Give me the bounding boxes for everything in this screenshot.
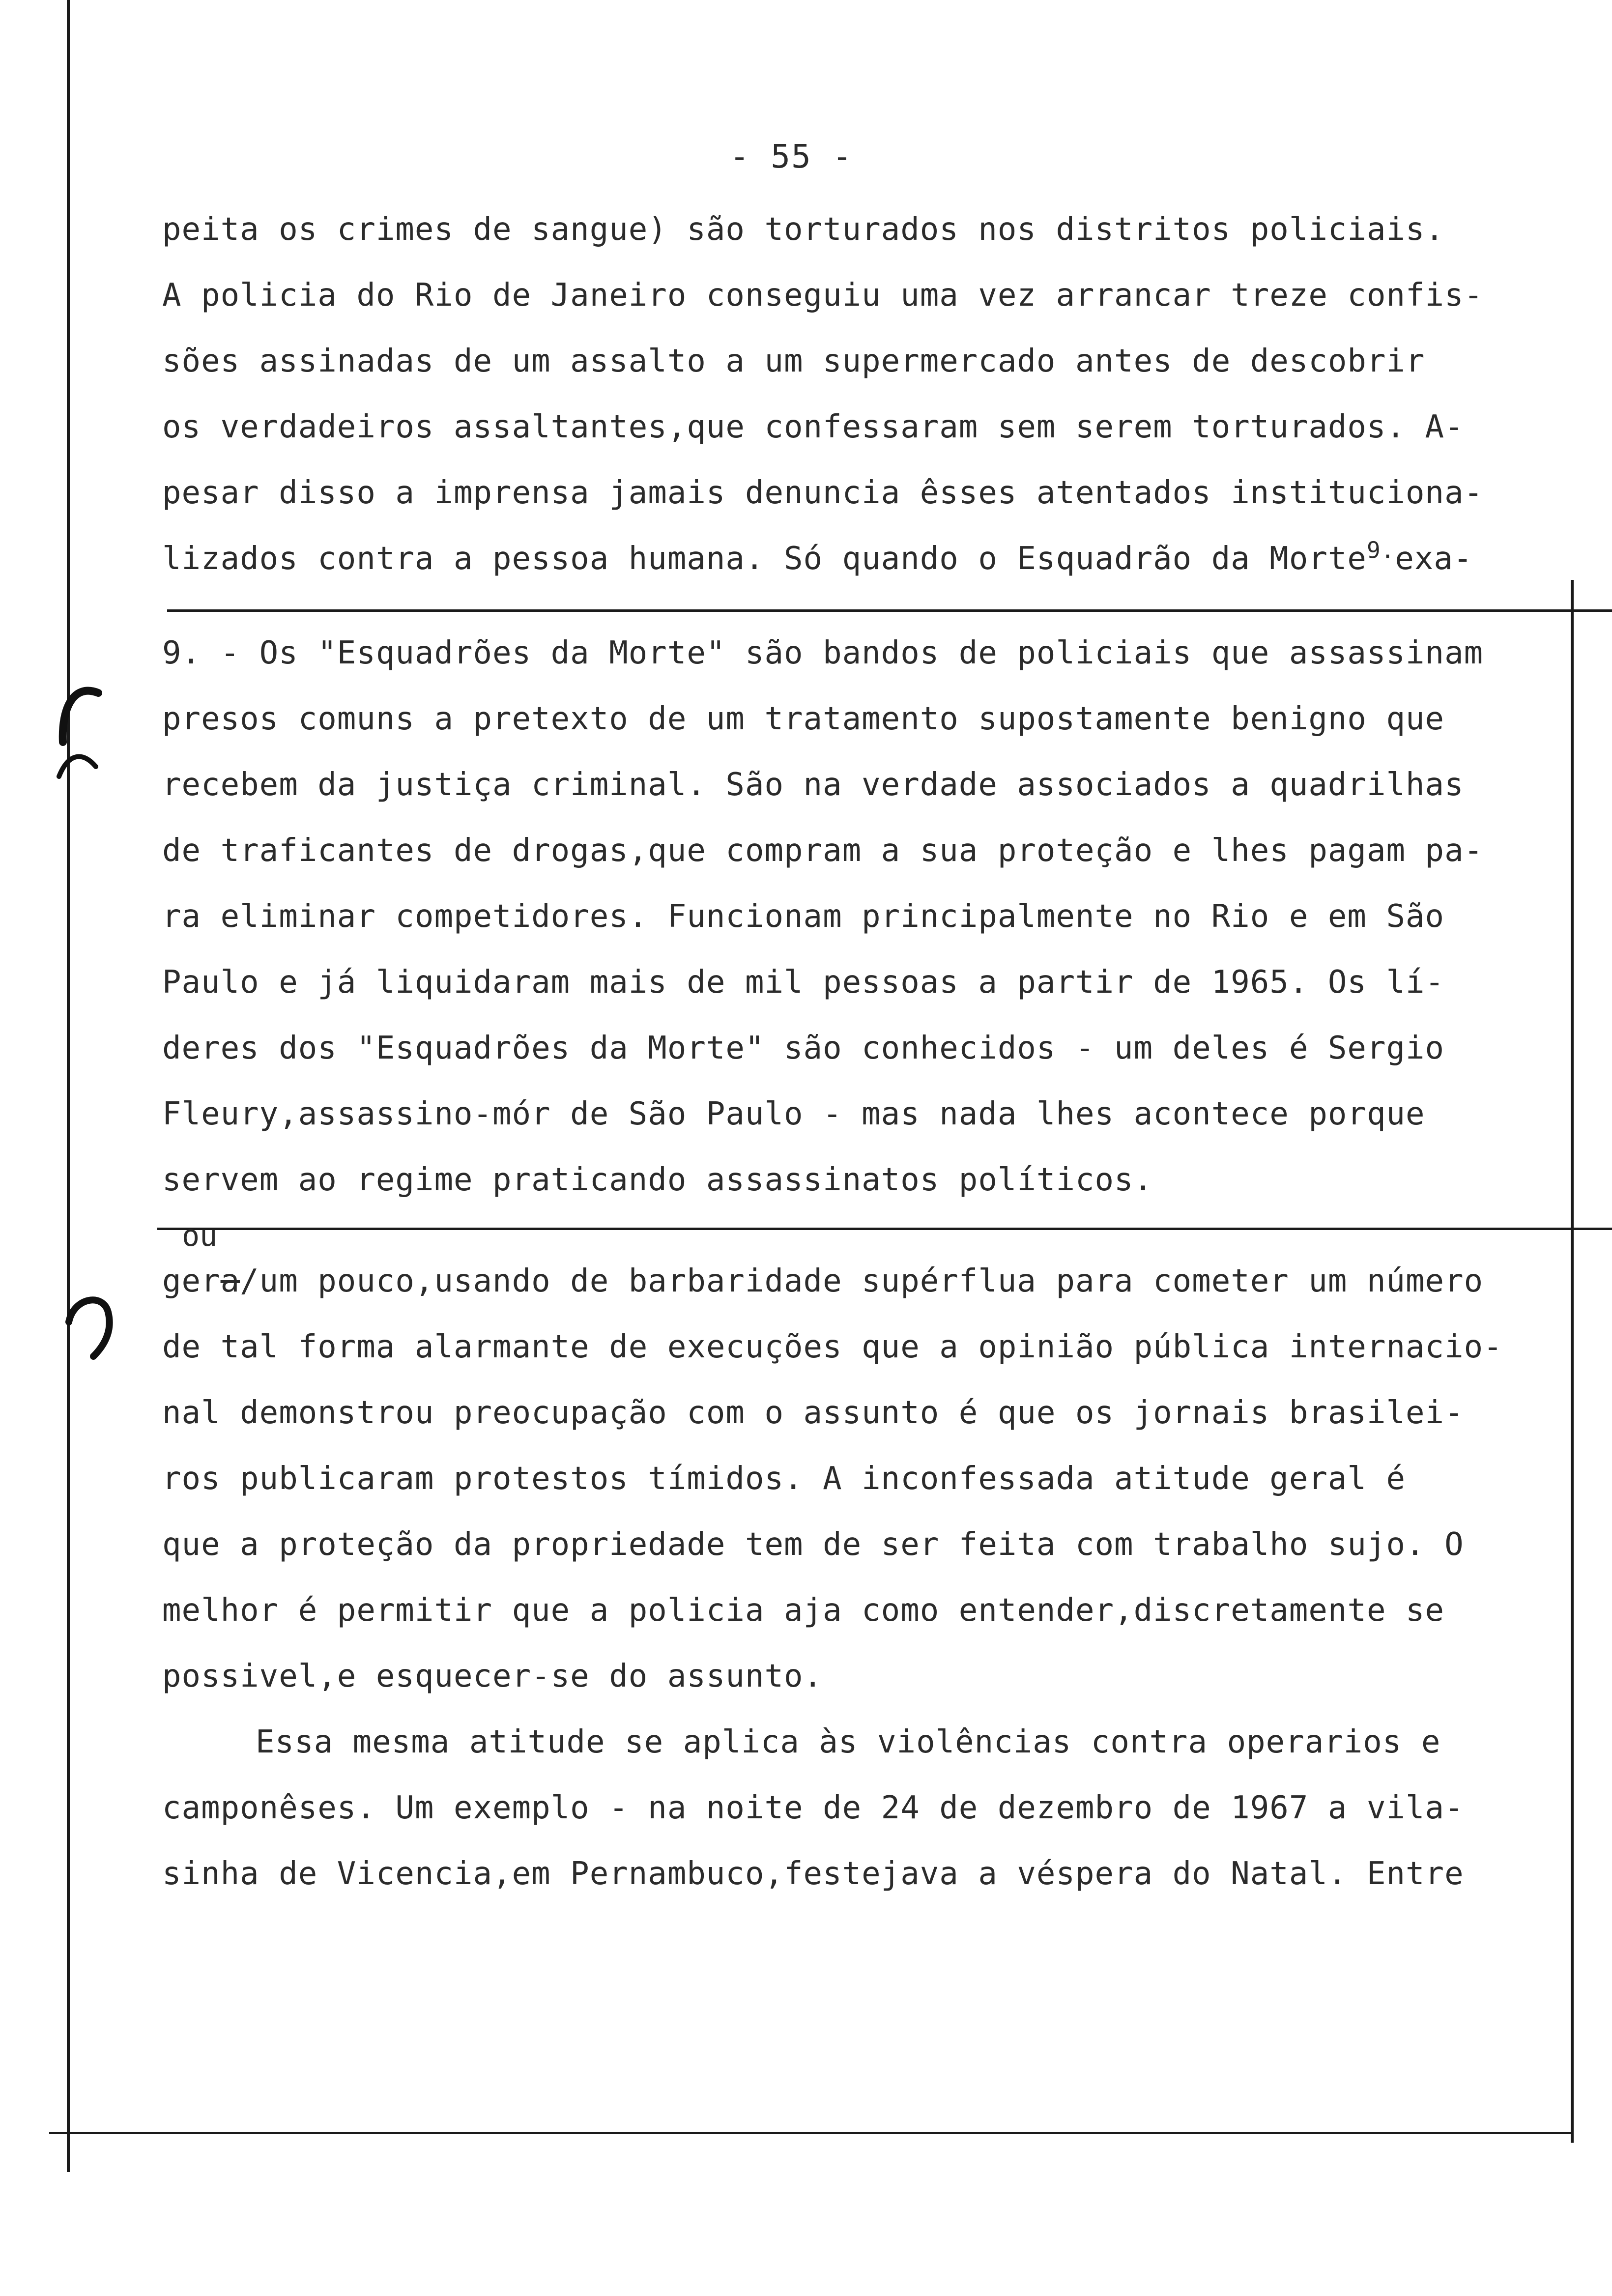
- text-segment: exa-: [1395, 541, 1473, 577]
- paragraph-line: sinha de Vicencia,em Pernambuco,festejava a véspera do Natal. Entre: [162, 1856, 1464, 1892]
- footnote-line: Fleury,assassino-mór de São Paulo - mas nada lhes acontece porque: [162, 1096, 1425, 1132]
- margin-bracket-top: [39, 678, 108, 806]
- text-line: possivel,e esquecer-se do assunto.: [162, 1658, 823, 1694]
- main-text-top: [162, 197, 1573, 592]
- left-margin-rule: [67, 0, 70, 2172]
- text-line: os verdadeiros assaltantes,que confessaram sem serem torturados. A-: [162, 409, 1464, 445]
- corrected-line: [162, 1248, 1573, 1314]
- text-segment: ger: [162, 1263, 221, 1299]
- text-line: pesar disso a imprensa jamais denuncia êsses atentados instituciona-: [162, 475, 1484, 511]
- inserted-correction: ou: [182, 1219, 218, 1253]
- footnote-bottom-rule: [157, 1228, 1612, 1230]
- text-line-with-footnote: [162, 526, 1573, 592]
- text-segment: /um pouco,usando de barbaridade supérflua para cometer um número: [240, 1263, 1484, 1299]
- footnote-line: presos comuns a pretexto de um tratamento supostamente benigno que: [162, 701, 1445, 737]
- page-bottom-rule: [49, 2132, 1573, 2134]
- main-text-bottom: [162, 1248, 1573, 1907]
- footnote-line: deres dos "Esquadrões da Morte" são conhecidos - um deles é Sergio: [162, 1030, 1445, 1066]
- footnote: [162, 620, 1573, 1213]
- text-line: de tal forma alarmante de execuções que a opinião pública internacio-: [162, 1329, 1503, 1365]
- footnote-line: Paulo e já liquidaram mais de mil pessoas a partir de 1965. Os lí-: [162, 964, 1445, 1001]
- footnote-line: 9. - Os "Esquadrões da Morte" são bandos de policiais que assassinam: [162, 635, 1484, 671]
- text-line: nal demonstrou preocupação com o assunto é que os jornais brasilei-: [162, 1395, 1464, 1431]
- page-number: - 55 -: [729, 138, 853, 175]
- footnote-line: de traficantes de drogas,que compram a sua proteção e lhes pagam pa-: [162, 832, 1484, 869]
- footnote-reference: 9.: [1366, 537, 1395, 564]
- text-line: melhor é permitir que a policia aja como entender,discretamente se: [162, 1592, 1445, 1629]
- text-line: peita os crimes de sangue) são torturados nos distritos policiais.: [162, 211, 1445, 248]
- footnote-top-rule: [167, 609, 1612, 612]
- paragraph-line: Essa mesma atitude se aplica às violências contra operarios e: [256, 1724, 1441, 1760]
- footnote-line: ra eliminar competidores. Funcionam principalmente no Rio e em São: [162, 898, 1445, 935]
- text-line: A policia do Rio de Janeiro conseguiu uma vez arrancar treze confis-: [162, 277, 1484, 314]
- struck-char: a: [220, 1263, 240, 1299]
- footnote-line: servem ao regime praticando assassinatos políticos.: [162, 1162, 1153, 1198]
- paragraph-line: camponêses. Um exemplo - na noite de 24 de dezembro de 1967 a vila-: [162, 1790, 1464, 1826]
- footnote-line: recebem da justiça criminal. São na verdade associados a quadrilhas: [162, 767, 1464, 803]
- text-segment: lizados contra a pessoa humana. Só quando o Esquadrão da Morte: [162, 541, 1367, 577]
- text-line: ros publicaram protestos tímidos. A inconfessada atitude geral é: [162, 1461, 1406, 1497]
- text-line: que a proteção da propriedade tem de ser feita com trabalho sujo. O: [162, 1526, 1464, 1563]
- text-line: sões assinadas de um assalto a um supermercado antes de descobrir: [162, 343, 1425, 379]
- margin-bracket-bottom: [59, 1288, 128, 1366]
